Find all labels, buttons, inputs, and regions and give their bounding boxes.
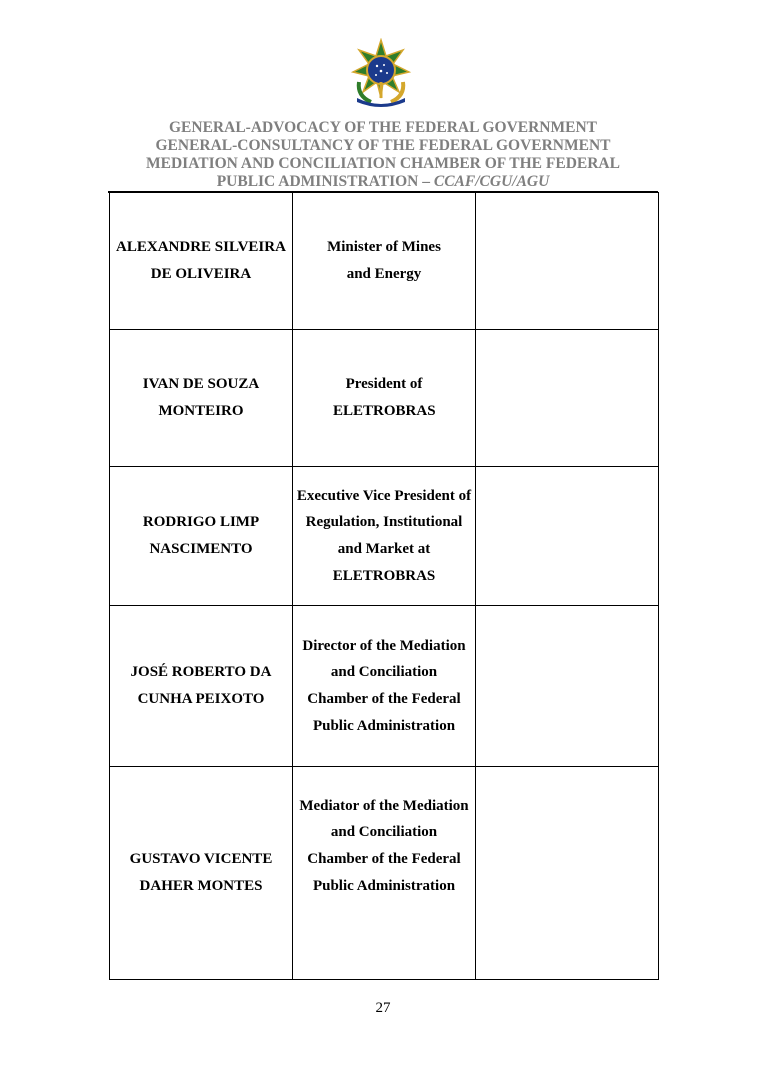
table-row <box>110 606 659 767</box>
signatory-role: President of ELETROBRAS <box>293 330 476 467</box>
table-row <box>110 767 659 980</box>
document-header <box>100 119 666 191</box>
signature-cell <box>476 193 659 330</box>
signatory-name: GUSTAVO VICENTE DAHER MONTES <box>110 767 293 980</box>
coat-of-arms-emblem <box>349 38 413 108</box>
signature-cell <box>476 467 659 606</box>
header-line-4 <box>100 173 666 191</box>
signature-table <box>109 192 659 980</box>
signatory-name: ALEXANDRE SILVEIRA DE OLIVEIRA <box>110 193 293 330</box>
table-row <box>110 467 659 606</box>
signatory-name: RODRIGO LIMP NASCIMENTO <box>110 467 293 606</box>
signature-cell <box>476 767 659 980</box>
signatory-role: Director of the Mediation and Conciliation Chamber of the Federal Public Administration <box>293 606 476 767</box>
signature-cell <box>476 330 659 467</box>
page-number: 27 <box>375 1000 391 1016</box>
signatory-name: JOSÉ ROBERTO DA CUNHA PEIXOTO <box>110 606 293 767</box>
signatory-name: IVAN DE SOUZA MONTEIRO <box>110 330 293 467</box>
table-row <box>110 330 659 467</box>
signature-cell <box>476 606 659 767</box>
signatory-role: Minister of Mines and Energy <box>293 193 476 330</box>
header-line-2: GENERAL-CONSULTANCY OF THE FEDERAL GOVERNMENT <box>155 137 611 154</box>
header-line-3: MEDIATION AND CONCILIATION CHAMBER OF THE FEDERAL <box>146 155 620 172</box>
signatory-role: Mediator of the Mediation and Conciliation Chamber of the Federal Public Administration <box>293 767 476 980</box>
header-line-4-text: PUBLIC ADMINISTRATION – <box>216 173 434 190</box>
table-row <box>110 193 659 330</box>
header-acronym: CCAF/CGU/AGU <box>433 173 550 190</box>
signatory-role: Executive Vice President of Regulation, Institutional and Market at ELETROBRAS <box>293 467 476 606</box>
header-line-1: GENERAL-ADVOCACY OF THE FEDERAL GOVERNMENT <box>169 119 597 136</box>
